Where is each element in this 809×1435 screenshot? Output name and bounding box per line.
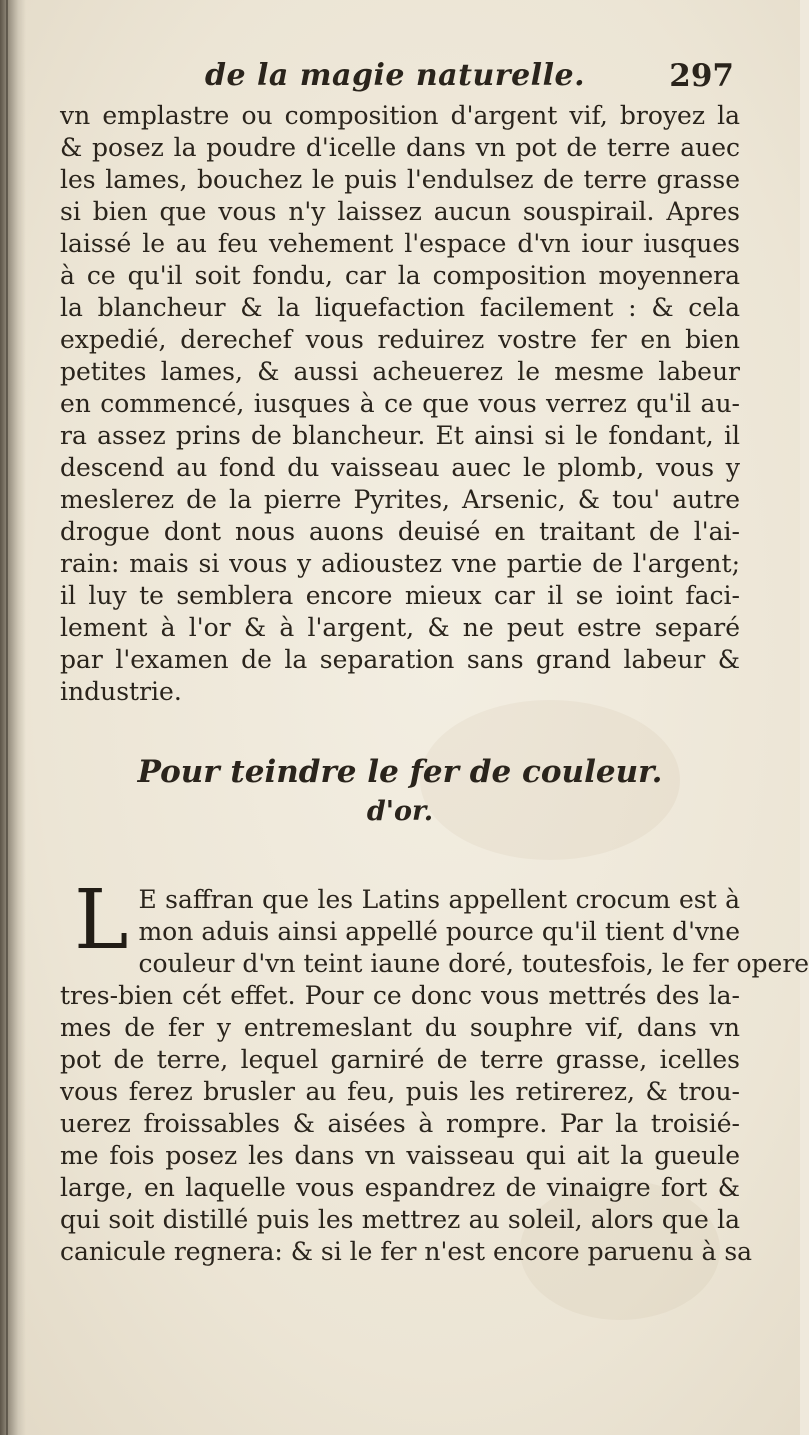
text-line: vous ferez brusler au feu, puis les retirerez, & trou- <box>60 1077 740 1106</box>
drop-cap: L <box>74 873 129 968</box>
text-line: drogue dont nous auons deuisé en traitant de l'ai- <box>60 517 740 546</box>
text-line: descend au fond du vaisseau auec le plomb, vous y <box>60 453 740 482</box>
text-line: qui soit distillé puis les mettrez au soleil, alors que la <box>60 1205 740 1234</box>
section-subtitle: d'or. <box>366 796 434 827</box>
text-line: lement à l'or & à l'argent, & ne peut estre separé <box>60 613 740 642</box>
text-line: laissé le au feu vehement l'espace d'vn iour iusques <box>60 229 740 258</box>
text-line: ra assez prins de blancheur. Et ainsi si le fondant, il <box>60 421 740 450</box>
text-line: tres-bien cét effet. Pour ce donc vous mettrés des la- <box>60 981 740 1010</box>
text-line: canicule regnera: & si le fer n'est encore paruenu à sa <box>60 1237 753 1266</box>
text-line: à ce qu'il soit fondu, car la composition moyennera <box>60 261 740 290</box>
text-line: la blancheur & la liquefaction facilement : & cela <box>60 293 740 322</box>
text-line: couleur d'vn teint iaune doré, toutesfois, le fer opere <box>138 949 809 978</box>
text-line: uerez froissables & aisées à rompre. Par la troisié- <box>60 1109 740 1138</box>
text-line: industrie. <box>60 677 182 706</box>
text-line: les lames, bouchez le puis l'endulsez de terre grasse <box>60 165 740 194</box>
section-title: Pour teindre le fer de couleur. <box>137 754 663 790</box>
section-heading <box>60 752 740 832</box>
text-line: & posez la poudre d'icelle dans vn pot de terre auec <box>60 133 740 162</box>
book-binding <box>0 0 26 1435</box>
page-number: 297 <box>669 58 734 94</box>
paragraph-1 <box>60 100 740 708</box>
text-line: petites lames, & aussi acheuerez le mesme labeur <box>60 357 740 386</box>
running-head: de la magie naturelle. <box>205 58 586 93</box>
text-line: me fois posez les dans vn vaisseau qui ait la gueule <box>60 1141 740 1170</box>
text-line: meslerez de la pierre Pyrites, Arsenic, & tou' autre <box>60 485 740 514</box>
text-line: rain: mais si vous y adioustez vne partie de l'argent; <box>60 549 740 578</box>
text-line: il luy te semblera encore mieux car il se ioint faci- <box>60 581 740 610</box>
text-line: large, en laquelle vous espandrez de vinaigre fort & <box>60 1173 740 1202</box>
binding-edge <box>6 0 8 1435</box>
text-line: vn emplastre ou composition d'argent vif, broyez la <box>60 101 740 130</box>
text-line: pot de terre, lequel garniré de terre grasse, icelles <box>60 1045 740 1074</box>
text-line: expedié, derechef vous reduirez vostre fer en bien <box>60 325 740 354</box>
text-line: en commencé, iusques à ce que vous verrez qu'il au- <box>60 389 740 418</box>
page-header <box>60 58 750 102</box>
text-line: par l'examen de la separation sans grand labeur & <box>60 645 740 674</box>
text-line: mes de fer y entremeslant du souphre vif, dans vn <box>60 1013 740 1042</box>
text-line: E saffran que les Latins appellent crocum est à <box>138 885 740 914</box>
text-line: mon aduis ainsi appellé pource qu'il tient d'vne <box>138 917 740 946</box>
text-line: si bien que vous n'y laissez aucun souspirail. Apres <box>60 197 740 226</box>
paragraph-2 <box>60 873 809 1268</box>
